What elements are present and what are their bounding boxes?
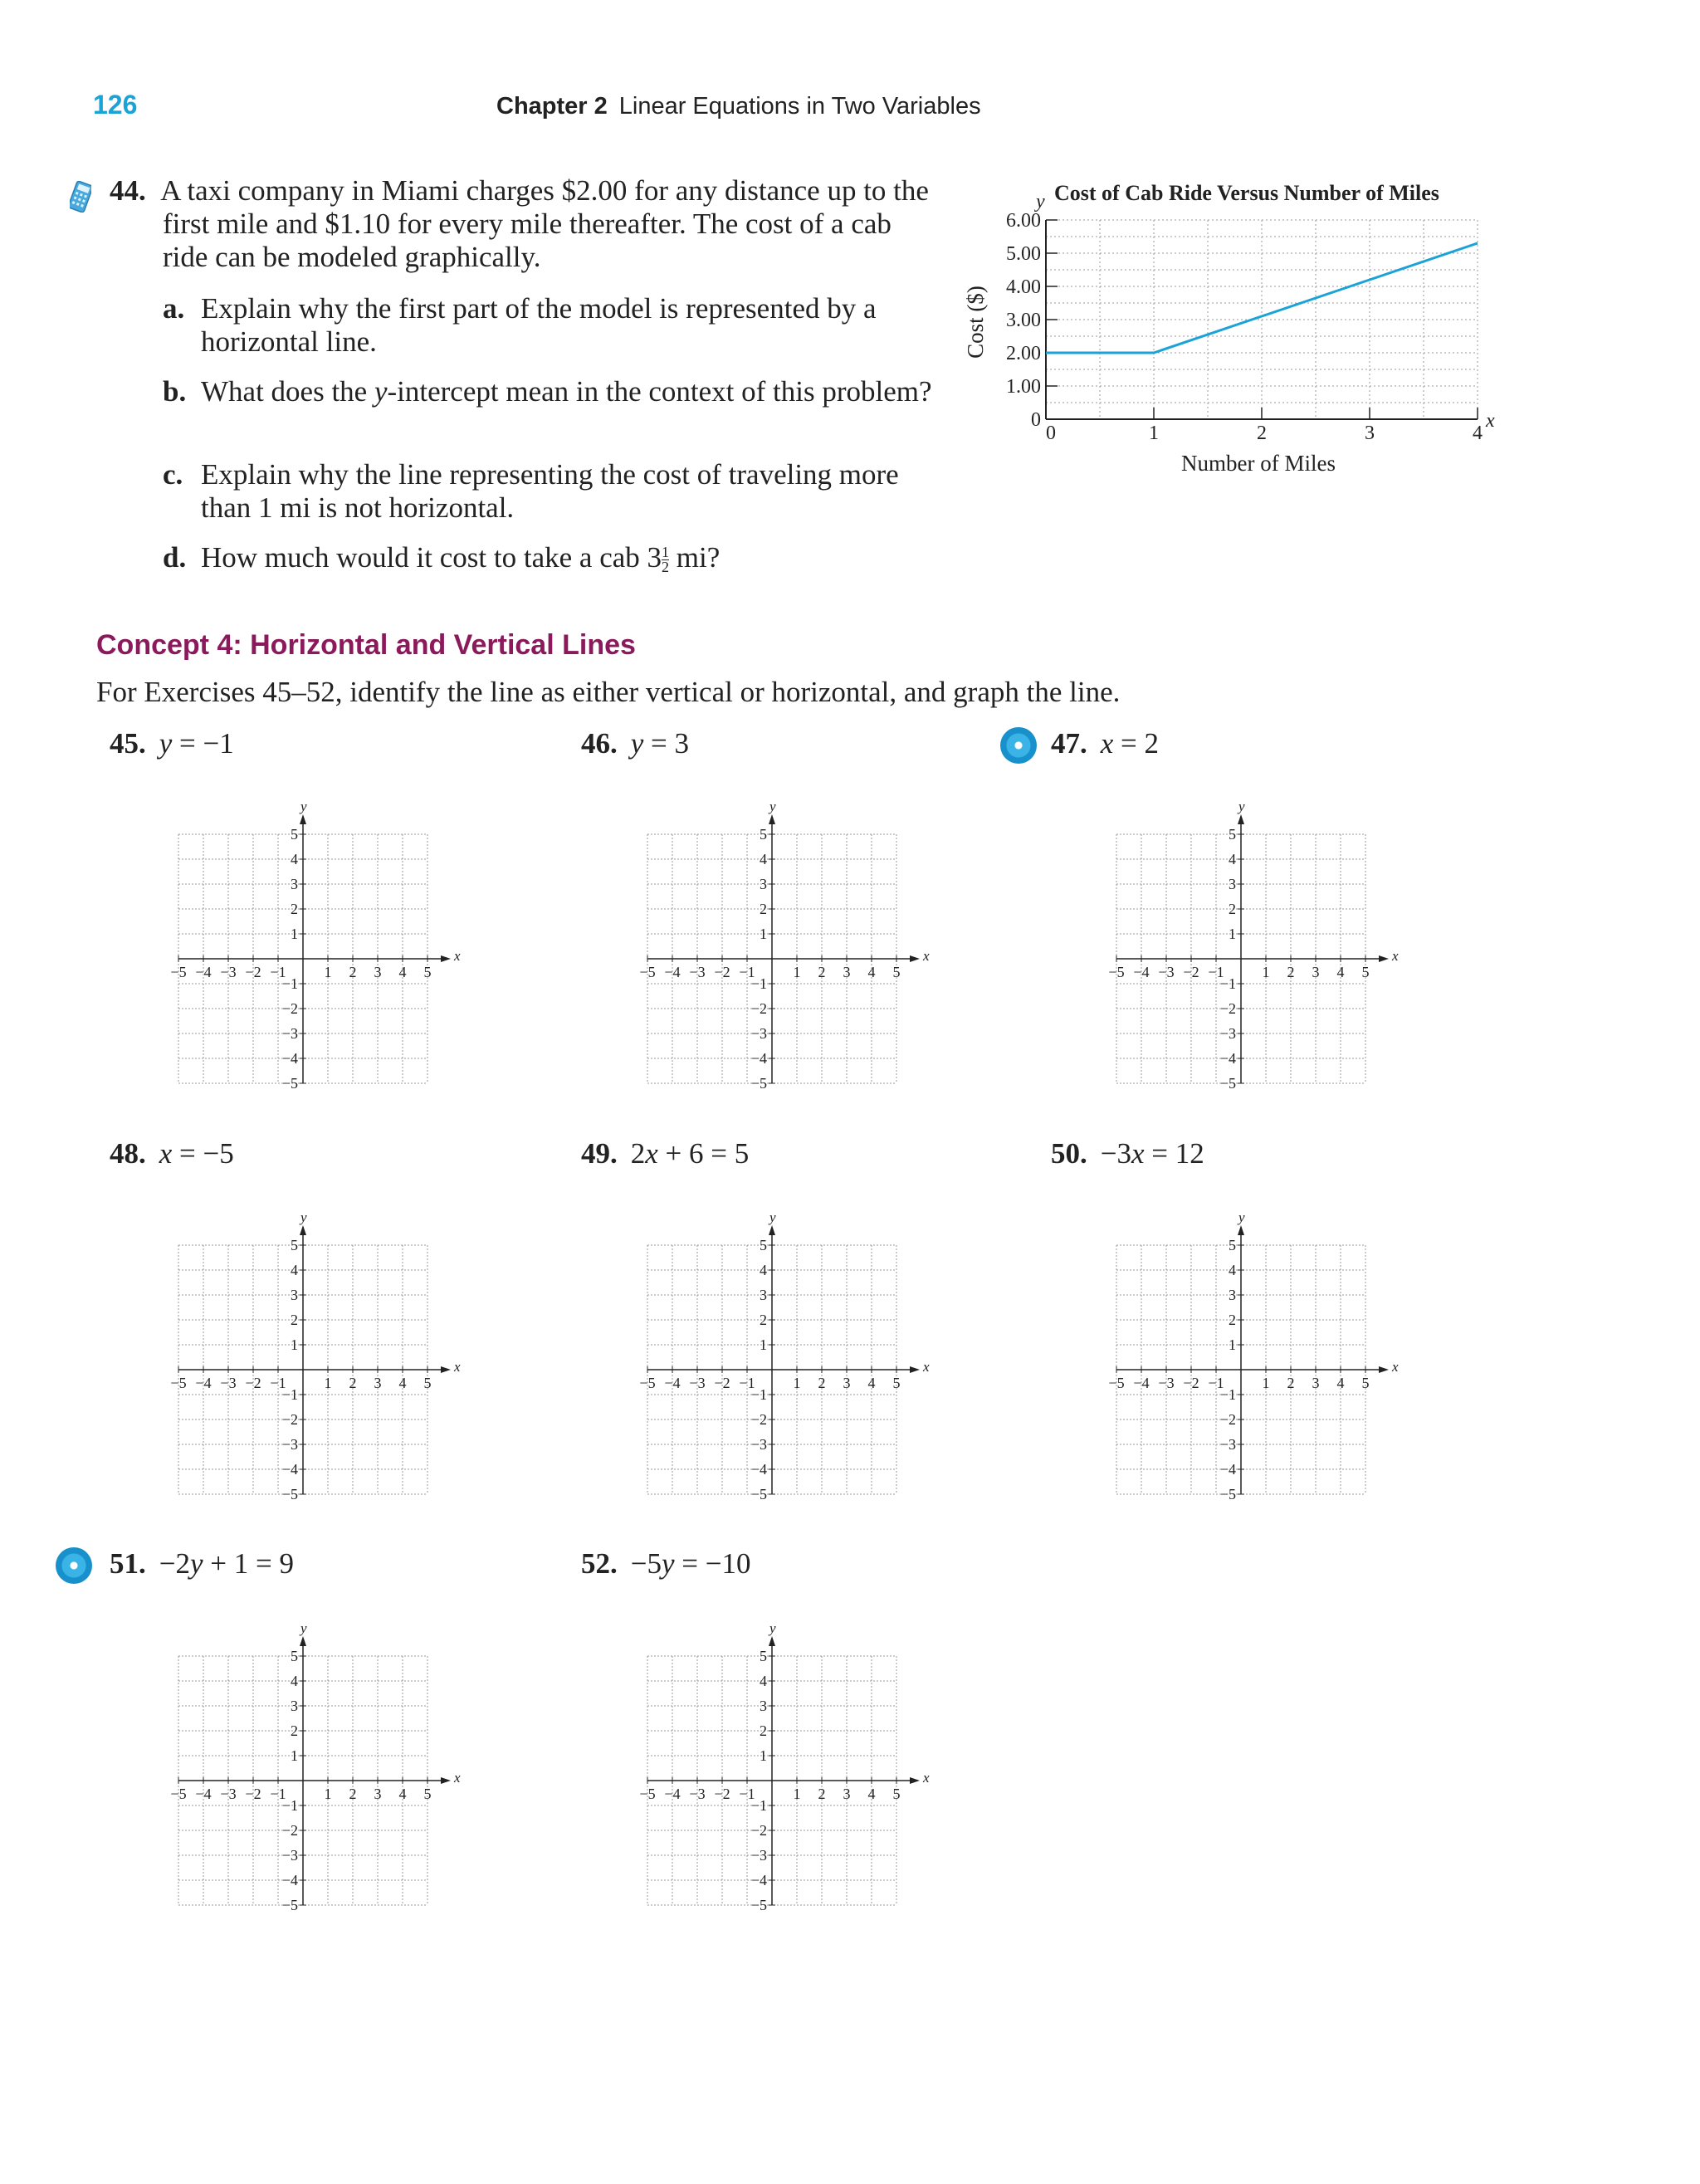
y-tick-label: 1 (760, 1747, 767, 1764)
x-tick-label: −5 (639, 1375, 656, 1391)
x-tick-label: −4 (195, 1375, 212, 1391)
y-tick-label: 3 (291, 876, 298, 892)
x-tick-label: 1 (1262, 964, 1270, 980)
x-tick-label: −3 (220, 964, 237, 980)
coordinate-grid-48[interactable] (158, 1208, 473, 1515)
part-text-italic: y (374, 375, 388, 408)
x-tick-label: 3 (1312, 964, 1320, 980)
x-axis-arrow-icon (441, 955, 451, 962)
x-tick-label: −3 (220, 1375, 237, 1391)
fraction-denominator: 2 (662, 559, 670, 576)
concept-title: Concept 4: Horizontal and Vertical Lines (96, 629, 636, 661)
y-tick-label: −4 (1219, 1461, 1236, 1478)
y-tick-label: −5 (750, 1897, 767, 1913)
y-axis-var: y (769, 1620, 776, 1636)
y-tick-label: −2 (750, 1000, 767, 1017)
axes (1116, 799, 1399, 1083)
equation-prefix: 2 (630, 1137, 646, 1170)
part-label: a. (163, 292, 185, 325)
exercise-number: 48. (110, 1137, 146, 1170)
coordinate-grid-45[interactable] (158, 797, 473, 1104)
x-tick-label: −1 (739, 1375, 755, 1391)
x-tick-label: −1 (1208, 964, 1224, 980)
x-tick-label: 3 (374, 1375, 382, 1391)
y-tick-label: −2 (281, 1411, 298, 1428)
y-axis-arrow-icon (769, 1225, 775, 1235)
y-tick-label: 1.00 (1006, 376, 1041, 398)
y-tick-label: 5 (291, 826, 298, 843)
x-tick-label: 3 (1312, 1375, 1320, 1391)
x-tick-label: −2 (1183, 964, 1199, 980)
y-tick-label: 4 (1229, 1262, 1236, 1278)
x-axis-var: x (1392, 1359, 1399, 1375)
y-tick-label: −1 (1219, 1386, 1236, 1403)
y-tick-label: −3 (750, 1025, 767, 1042)
x-tick-label: 1 (793, 1375, 801, 1391)
y-tick-label: −5 (1219, 1075, 1236, 1092)
exercise-51-label (110, 1547, 294, 1581)
equation-rhs: = 2 (1113, 727, 1160, 760)
x-tick-label: −1 (739, 964, 755, 980)
y-tick-label: 5 (1229, 826, 1236, 843)
problem-44-stem: A taxi company in Miami charges $2.00 for any distance up to the first mile and $1.10 for every mile thereafter. The cost of a cab ride can be modeled graphically. (160, 174, 929, 273)
x-axis-arrow-icon (910, 955, 920, 962)
exercise-49-label (581, 1137, 749, 1170)
running-head (496, 93, 981, 120)
y-tick-label: 5 (1229, 1237, 1236, 1253)
y-tick-label: −3 (1219, 1436, 1236, 1453)
cab-cost-chart (955, 166, 1502, 490)
y-tick-label: 3 (760, 1698, 767, 1714)
x-tick-label: 4 (1473, 423, 1483, 444)
equation-prefix: −5 (630, 1547, 662, 1580)
x-tick-label: −5 (170, 964, 187, 980)
y-tick-label: 2 (291, 901, 298, 917)
y-tick-label: −3 (281, 1436, 298, 1453)
x-tick-label: −2 (245, 1375, 261, 1391)
x-tick-label: 5 (892, 964, 901, 980)
y-tick-label: −4 (281, 1050, 298, 1067)
y-tick-label: −1 (750, 975, 767, 992)
part-text-after: -intercept mean in the context of this problem? (387, 375, 932, 408)
equation-rhs: = 3 (643, 727, 690, 760)
y-axis-var: y (300, 1209, 307, 1225)
y-tick-label: −5 (750, 1486, 767, 1502)
y-tick-label: −1 (281, 1386, 298, 1403)
x-tick-label: 1 (324, 964, 332, 980)
x-tick-label: −4 (664, 1786, 681, 1802)
x-tick-label: 2 (818, 964, 826, 980)
equation-rhs: = −1 (172, 727, 234, 760)
exercise-45-label (110, 727, 234, 760)
x-tick-label: 3 (843, 1786, 851, 1802)
x-tick-label: 4 (398, 1786, 407, 1802)
x-tick-label: −4 (195, 1786, 212, 1802)
x-tick-label: −4 (664, 964, 681, 980)
chart-y-var: y (1036, 191, 1045, 213)
y-tick-label: 4 (760, 851, 767, 867)
y-tick-label: 3 (760, 1287, 767, 1303)
exercise-number: 52. (581, 1547, 618, 1580)
x-tick-label: −2 (245, 964, 261, 980)
x-tick-label: −1 (739, 1786, 755, 1802)
y-tick-label: 2 (1229, 901, 1236, 917)
y-tick-label: −4 (281, 1461, 298, 1478)
y-tick-label: −4 (750, 1050, 767, 1067)
problem-44-part-d (163, 541, 935, 574)
x-tick-label: 5 (892, 1375, 901, 1391)
x-tick-label: −1 (270, 1375, 286, 1391)
y-tick-label: 1 (1229, 926, 1236, 942)
x-axis-var: x (454, 1359, 461, 1375)
y-tick-label: −3 (750, 1436, 767, 1453)
y-axis-arrow-icon (1238, 1225, 1244, 1235)
x-axis-var: x (1392, 948, 1399, 964)
y-axis-var: y (1238, 799, 1245, 814)
x-tick-label: 5 (423, 1375, 432, 1391)
x-axis-arrow-icon (441, 1777, 451, 1784)
x-tick-label: 4 (398, 964, 407, 980)
x-axis-var: x (454, 948, 461, 964)
equation-variable: x (1131, 1137, 1145, 1170)
chart-xlabel: Number of Miles (1181, 451, 1336, 476)
x-tick-label: −1 (270, 1786, 286, 1802)
x-tick-label: 2 (349, 1786, 357, 1802)
x-tick-label: −4 (664, 1375, 681, 1391)
x-tick-label: 1 (793, 964, 801, 980)
equation-variable: x (645, 1137, 658, 1170)
x-axis-var: x (454, 1770, 461, 1786)
equation-prefix: −3 (1100, 1137, 1131, 1170)
y-tick-label: −5 (281, 1486, 298, 1502)
y-tick-label: −4 (281, 1872, 298, 1888)
chapter-label: Chapter 2 (496, 93, 608, 120)
x-axis-var: x (923, 1770, 930, 1786)
y-tick-label: −3 (750, 1847, 767, 1864)
x-tick-label: 4 (867, 964, 876, 980)
y-tick-label: 3 (291, 1287, 298, 1303)
y-tick-label: 3 (760, 876, 767, 892)
y-tick-label: 1 (760, 1336, 767, 1353)
x-tick-label: 2 (1287, 1375, 1295, 1391)
y-tick-label: 6.00 (1006, 210, 1041, 232)
equation-variable: y (662, 1547, 675, 1580)
y-tick-label: −1 (281, 1797, 298, 1814)
y-axis-arrow-icon (300, 1225, 306, 1235)
exercise-52-label (581, 1547, 751, 1581)
x-tick-label: −4 (1133, 964, 1150, 980)
y-tick-label: 4 (1229, 851, 1236, 867)
y-tick-label: −5 (750, 1075, 767, 1092)
problem-44-number: 44. (110, 174, 146, 207)
x-tick-label: 4 (867, 1786, 876, 1802)
x-tick-label: −3 (1158, 1375, 1175, 1391)
page-number: 126 (93, 90, 138, 120)
x-axis-arrow-icon (910, 1366, 920, 1373)
x-tick-label: 4 (398, 1375, 407, 1391)
x-axis-arrow-icon (1379, 955, 1389, 962)
x-tick-label: −2 (1183, 1375, 1199, 1391)
y-tick-label: −3 (281, 1847, 298, 1864)
exercise-number: 50. (1051, 1137, 1087, 1170)
part-text: Explain why the line representing the cost of traveling more than 1 mi is not horizontal. (201, 458, 899, 524)
y-tick-label: 5 (291, 1237, 298, 1253)
y-tick-label: −3 (281, 1025, 298, 1042)
exercise-47-label (1051, 727, 1159, 760)
y-tick-label: 4 (291, 1262, 298, 1278)
y-axis-var: y (769, 1209, 776, 1225)
x-tick-label: −5 (639, 964, 656, 980)
y-tick-label: 4 (760, 1673, 767, 1689)
x-tick-label: 1 (793, 1786, 801, 1802)
chart-grid (1046, 220, 1478, 419)
x-tick-label: −2 (245, 1786, 261, 1802)
x-tick-label: 5 (423, 964, 432, 980)
chart-x-var: x (1486, 410, 1495, 432)
coordinate-grid-51[interactable] (158, 1619, 473, 1926)
x-tick-label: −3 (689, 964, 706, 980)
y-tick-label: −1 (750, 1386, 767, 1403)
y-tick-label: −2 (281, 1822, 298, 1839)
coordinate-grid-50[interactable] (1096, 1208, 1411, 1515)
y-tick-label: 2 (760, 1312, 767, 1328)
axes (178, 1209, 461, 1494)
exercise-number: 49. (581, 1137, 618, 1170)
equation-rhs: = 12 (1144, 1137, 1204, 1170)
y-tick-label: 3 (1229, 1287, 1236, 1303)
x-tick-label: 3 (843, 964, 851, 980)
problem-44-part-c (163, 458, 935, 525)
x-tick-label: 1 (324, 1375, 332, 1391)
axes (647, 799, 930, 1083)
y-tick-label: 2 (291, 1722, 298, 1739)
x-tick-label: −5 (1108, 964, 1125, 980)
problem-44 (110, 174, 931, 274)
x-tick-label: 1 (1262, 1375, 1270, 1391)
chart-ylabel: Cost ($) (963, 286, 988, 359)
part-text (163, 541, 935, 574)
y-axis-arrow-icon (300, 1636, 306, 1646)
y-tick-label: 4 (291, 1673, 298, 1689)
x-tick-label: −1 (270, 964, 286, 980)
y-axis-var: y (300, 1620, 307, 1636)
y-tick-label: −2 (750, 1822, 767, 1839)
y-tick-label: −2 (750, 1411, 767, 1428)
x-tick-label: 4 (867, 1375, 876, 1391)
x-tick-label: 2 (349, 1375, 357, 1391)
exercise-46-label (581, 727, 689, 760)
fraction-numerator: 1 (662, 544, 670, 561)
y-tick-label: −4 (750, 1872, 767, 1888)
exercise-48-label (110, 1137, 234, 1170)
calculator-icon (70, 181, 91, 213)
y-tick-label: 1 (1229, 1336, 1236, 1353)
y-tick-label: 2 (760, 1722, 767, 1739)
x-tick-label: 2 (349, 964, 357, 980)
y-tick-label: 4 (291, 851, 298, 867)
x-tick-label: 3 (843, 1375, 851, 1391)
x-tick-label: −4 (1133, 1375, 1150, 1391)
equation-variable: y (159, 727, 173, 760)
y-tick-label: 3 (1229, 876, 1236, 892)
x-tick-label: 2 (818, 1375, 826, 1391)
x-tick-label: −5 (170, 1375, 187, 1391)
axes (1116, 1209, 1399, 1494)
y-axis-arrow-icon (1238, 814, 1244, 824)
y-tick-label: 1 (291, 1336, 298, 1353)
exercise-number: 46. (581, 727, 618, 760)
y-tick-label: −1 (281, 975, 298, 992)
x-tick-label: 3 (374, 1786, 382, 1802)
coordinate-grid-52[interactable] (627, 1619, 942, 1926)
equation-rhs: = −10 (674, 1547, 751, 1580)
x-tick-label: 4 (1336, 964, 1345, 980)
x-tick-label: −5 (170, 1786, 187, 1802)
axes (647, 1620, 930, 1905)
x-tick-label: 0 (1046, 423, 1056, 444)
x-axis-arrow-icon (441, 1366, 451, 1373)
part-text (163, 375, 935, 408)
chart-title: Cost of Cab Ride Versus Number of Miles (1054, 181, 1439, 205)
x-tick-label: 5 (1361, 964, 1370, 980)
y-tick-label: −2 (281, 1000, 298, 1017)
x-tick-label: 4 (1336, 1375, 1345, 1391)
x-tick-label: −2 (714, 1786, 730, 1802)
part-label: c. (163, 458, 183, 491)
equation-rhs: + 1 = 9 (203, 1547, 295, 1580)
part-label: d. (163, 541, 187, 574)
fraction (662, 545, 669, 574)
equation-prefix: −2 (159, 1547, 190, 1580)
part-label: b. (163, 375, 187, 408)
x-tick-label: 5 (423, 1786, 432, 1802)
equation-variable: y (630, 727, 644, 760)
exercise-number: 45. (110, 727, 146, 760)
axes (647, 1209, 930, 1494)
coordinate-grid-46[interactable] (627, 797, 942, 1104)
x-tick-label: 3 (374, 964, 382, 980)
problem-44-part-a (163, 292, 935, 359)
y-tick-label: 3 (291, 1698, 298, 1714)
problem-44-part-b (163, 375, 935, 408)
x-axis-var: x (923, 948, 930, 964)
x-tick-label: 1 (1149, 423, 1159, 444)
x-tick-label: −3 (689, 1375, 706, 1391)
x-axis-arrow-icon (1379, 1366, 1389, 1373)
equation-variable: x (159, 1137, 173, 1170)
y-tick-label: −2 (1219, 1411, 1236, 1428)
chapter-title: Linear Equations in Two Variables (618, 93, 981, 120)
chart-ticks (1006, 210, 1483, 444)
axes (178, 1620, 461, 1905)
x-tick-label: −3 (689, 1786, 706, 1802)
equation-variable: y (190, 1547, 203, 1580)
y-tick-label: 3.00 (1006, 310, 1041, 331)
y-tick-label: 2 (760, 901, 767, 917)
x-tick-label: −2 (714, 964, 730, 980)
x-axis-var: x (923, 1359, 930, 1375)
x-tick-label: −4 (195, 964, 212, 980)
y-tick-label: 2 (1229, 1312, 1236, 1328)
y-tick-label: −4 (750, 1461, 767, 1478)
x-tick-label: −5 (639, 1786, 656, 1802)
exercise-number: 47. (1051, 727, 1087, 760)
y-tick-label: −5 (1219, 1486, 1236, 1502)
exercise-50-label (1051, 1137, 1204, 1170)
y-tick-label: 4.00 (1006, 276, 1041, 298)
y-tick-label: 5.00 (1006, 243, 1041, 265)
equation-variable: x (1100, 727, 1114, 760)
coordinate-grid-49[interactable] (627, 1208, 942, 1515)
y-tick-label: 1 (760, 926, 767, 942)
y-tick-label: 2 (291, 1312, 298, 1328)
cd-icon (1000, 727, 1037, 764)
y-tick-label: 4 (760, 1262, 767, 1278)
y-axis-var: y (300, 799, 307, 814)
concept-instructions: For Exercises 45–52, identify the line as either vertical or horizontal, and graph the line. (96, 676, 1121, 708)
y-tick-label: −3 (1219, 1025, 1236, 1042)
x-tick-label: 2 (1257, 423, 1267, 444)
x-tick-label: −3 (220, 1786, 237, 1802)
y-tick-label: 0 (1031, 409, 1041, 431)
x-tick-label: −1 (1208, 1375, 1224, 1391)
x-tick-label: −5 (1108, 1375, 1125, 1391)
y-axis-var: y (769, 799, 776, 814)
y-axis-arrow-icon (769, 814, 775, 824)
x-axis-arrow-icon (910, 1777, 920, 1784)
equation-rhs: + 6 = 5 (657, 1137, 750, 1170)
x-tick-label: 5 (892, 1786, 901, 1802)
cd-icon (56, 1547, 92, 1584)
x-tick-label: −2 (714, 1375, 730, 1391)
y-tick-label: −5 (281, 1897, 298, 1913)
y-tick-label: 2.00 (1006, 343, 1041, 364)
part-text-before: What does the (201, 375, 374, 408)
x-tick-label: −3 (1158, 964, 1175, 980)
part-text: Explain why the first part of the model is represented by a horizontal line. (201, 292, 877, 358)
y-axis-arrow-icon (769, 1636, 775, 1646)
y-tick-label: −4 (1219, 1050, 1236, 1067)
y-tick-label: 5 (760, 1237, 767, 1253)
equation-rhs: = −5 (172, 1137, 234, 1170)
x-tick-label: 2 (818, 1786, 826, 1802)
y-tick-label: 5 (760, 826, 767, 843)
coordinate-grid-47[interactable] (1096, 797, 1411, 1104)
exercise-number: 51. (110, 1547, 146, 1580)
y-tick-label: 1 (291, 1747, 298, 1764)
y-tick-label: 1 (291, 926, 298, 942)
part-text-before: How much would it cost to take a cab 3 (201, 541, 662, 574)
y-tick-label: −5 (281, 1075, 298, 1092)
y-tick-label: 5 (760, 1648, 767, 1664)
y-axis-arrow-icon (300, 814, 306, 824)
y-tick-label: −1 (1219, 975, 1236, 992)
y-tick-label: −1 (750, 1797, 767, 1814)
y-tick-label: −2 (1219, 1000, 1236, 1017)
y-tick-label: 5 (291, 1648, 298, 1664)
y-axis-var: y (1238, 1209, 1245, 1225)
x-tick-label: 2 (1287, 964, 1295, 980)
x-tick-label: 5 (1361, 1375, 1370, 1391)
part-text-after: mi? (669, 541, 721, 574)
axes (178, 799, 461, 1083)
x-tick-label: 3 (1365, 423, 1375, 444)
x-tick-label: 1 (324, 1786, 332, 1802)
